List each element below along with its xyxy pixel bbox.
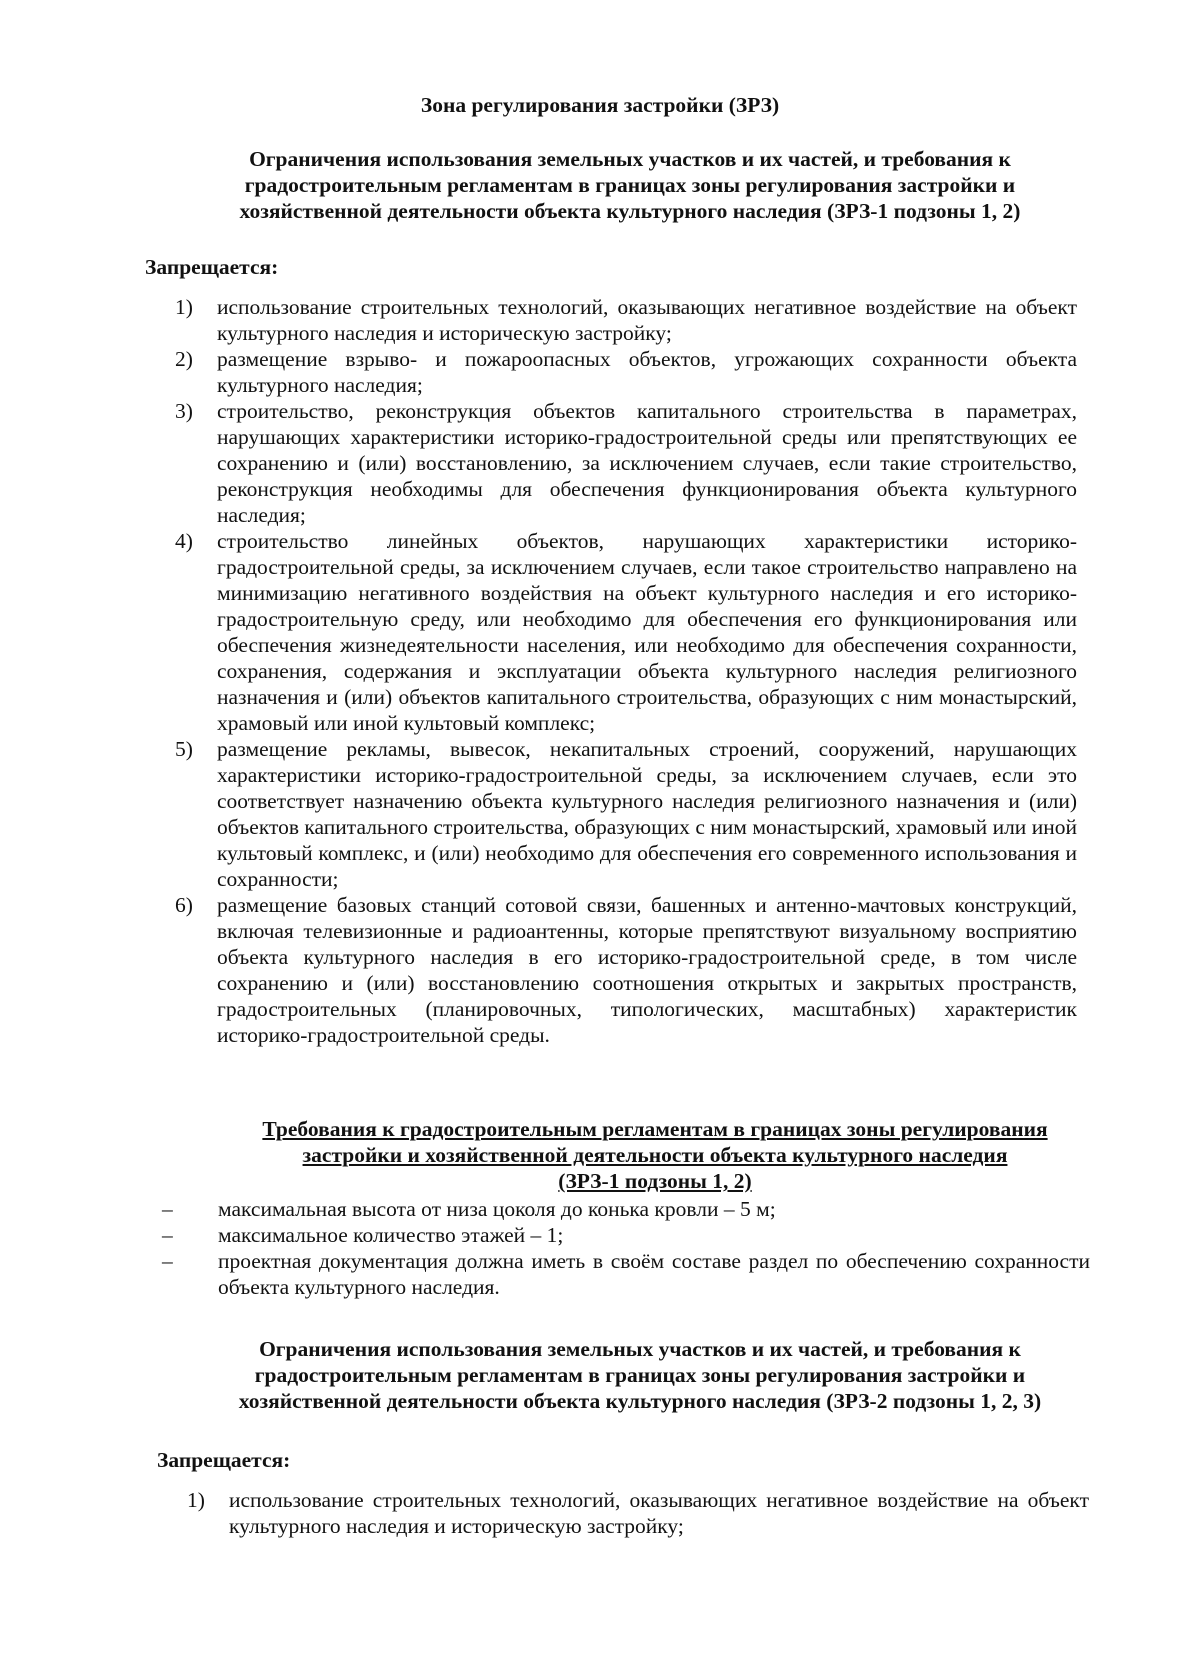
item-number: 1) [187,1488,205,1512]
item-number: 3) [175,399,193,423]
item-text: размещение рекламы, вывесок, некапитальных строений, сооружений, нарушающих характеристики историко-градостроительной среды, за исключением случаев, если это соответствует назначению объекта культурного наследия религиозного назначения и (или) объектов капитального строительства, образующих с ним монастырский, храмовый или иной культовый комплекс, и (или) необходимо для обеспечения его современного использования и сохранности; [217,737,1077,891]
section2-heading [160,1336,1120,1414]
list-item [175,294,1077,346]
item-text: проектная документация должна иметь в своём составе раздел по обеспечению сохранности объекта культурного наследия. [218,1249,1090,1299]
list-item [175,528,1077,736]
item-text: максимальная высота от низа цоколя до конька кровли – 5 м; [218,1197,776,1221]
heading-line: застройки и хозяйственной деятельности объекта культурного наследия [302,1143,1008,1167]
dash-marker: – [162,1249,173,1273]
item-text: размещение базовых станций сотовой связи, башенных и антенно-мачтовых конструкций, включая телевизионные и радиоантенны, которые препятствуют визуальному восприятию объекта культурного наследия в его историко-градостроительной среде, в том числе сохранению и (или) восстановлению соотношения открытых и закрытых пространств, градостроительных (планировочных, типологических, масштабных) характеристик историко-градостроительной среды. [217,893,1077,1047]
list-item [160,1222,1090,1248]
item-text: максимальное количество этажей – 1; [218,1223,564,1247]
section2-prohibited-list [187,1487,1089,1539]
dash-marker: – [162,1223,173,1247]
list-item [175,892,1077,1048]
section1-prohibited-list [175,294,1077,1048]
section1-heading [150,146,1110,224]
list-item [160,1196,1090,1222]
list-item [175,398,1077,528]
heading-line: градостроительным регламентам в границах зоны регулирования застройки и [244,173,1016,197]
heading-line: Ограничения использования земельных участков и их частей, и требования к [259,1337,1021,1361]
item-text: строительство линейных объектов, нарушающих характеристики историко-градостроительной среды, за исключением случаев, если такое строительство направлено на минимизацию негативного воздействия на объект культурного наследия и его историко-градостроительную среду, или необходимо для обеспечения его функционирования или обеспечения жизнедеятельности населения, или необходимо для обеспечения сохранности, сохранения, содержания и эксплуатации объекта культурного наследия религиозного назначения и (или) объектов капитального строительства, образующих с ним монастырский, храмовый или иной культовый комплекс; [217,529,1077,735]
heading-line: (ЗРЗ-1 подзоны 1, 2) [558,1169,752,1193]
requirements-list [160,1196,1090,1300]
list-item [175,736,1077,892]
list-item [187,1487,1089,1539]
section1-prohibited-label: Запрещается: [145,255,279,279]
item-text: размещение взрыво- и пожароопасных объектов, угрожающих сохранности объекта культурного наследия; [217,347,1077,397]
dash-marker: – [162,1197,173,1221]
heading-line: градостроительным регламентам в границах зоны регулирования застройки и [254,1363,1026,1387]
item-number: 4) [175,529,193,553]
item-number: 2) [175,347,193,371]
list-item [175,346,1077,398]
item-text: строительство, реконструкция объектов капитального строительства в параметрах, нарушающих характеристики историко-градостроительной среды или препятствующих ее сохранению и (или) восстановлению, за исключением случаев, если такие строительство, реконструкция необходимы для обеспечения функционирования объекта культурного наследия; [217,399,1077,527]
item-number: 1) [175,295,193,319]
document-title: Зона регулирования застройки (ЗРЗ) [420,93,780,117]
heading-line: Требования к градостроительным регламентам в границах зоны регулирования [262,1117,1048,1141]
heading-line: Ограничения использования земельных участков и их частей, и требования к [249,147,1011,171]
heading-line: хозяйственной деятельности объекта культурного наследия (ЗРЗ-1 подзоны 1, 2) [239,199,1021,223]
item-text: использование строительных технологий, оказывающих негативное воздействие на объект культурного наследия и историческую застройку; [217,295,1077,345]
item-number: 6) [175,893,193,917]
item-number: 5) [175,737,193,761]
heading-line: хозяйственной деятельности объекта культурного наследия (ЗРЗ-2 подзоны 1, 2, 3) [238,1389,1042,1413]
item-text: использование строительных технологий, оказывающих негативное воздействие на объект культурного наследия и историческую застройку; [229,1488,1089,1538]
list-item [160,1248,1090,1300]
section2-prohibited-label: Запрещается: [157,1448,291,1472]
requirements-heading [220,1116,1090,1194]
